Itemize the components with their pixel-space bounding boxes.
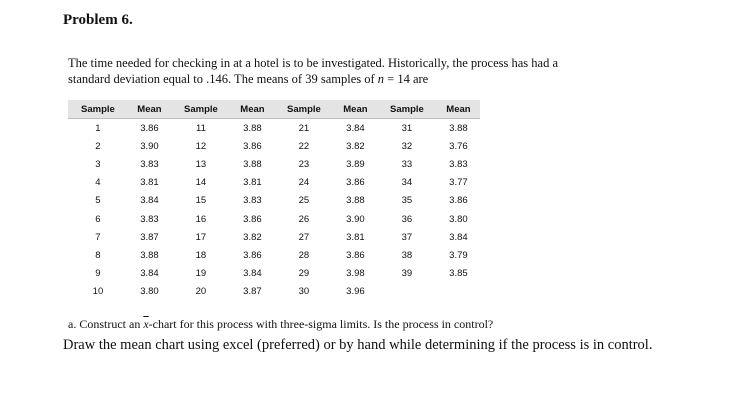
header-mean: Mean bbox=[437, 100, 480, 119]
x-bar-symbol: $\overline{x}$ bbox=[143, 317, 149, 331]
mean-cell: 3.86 bbox=[243, 213, 262, 225]
sample-cell: 2 bbox=[95, 140, 101, 152]
sample-cell: 36 bbox=[401, 213, 413, 225]
mean-cell: 3.88 bbox=[243, 122, 262, 134]
problem-intro bbox=[68, 55, 628, 87]
mean-cell: 3.86 bbox=[243, 140, 262, 152]
table-row bbox=[68, 265, 480, 283]
sample-cell bbox=[377, 283, 437, 301]
header-sample: Sample bbox=[377, 100, 437, 119]
sample-cell: 30 bbox=[298, 286, 310, 298]
mean-cell: 3.87 bbox=[140, 231, 159, 243]
mean-cell: 3.86 bbox=[346, 177, 365, 189]
table-row bbox=[68, 119, 480, 138]
mean-cell: 3.79 bbox=[449, 249, 468, 261]
mean-cell: 3.84 bbox=[243, 268, 262, 280]
problem-title: Problem 6. bbox=[63, 12, 133, 28]
header-sample: Sample bbox=[171, 100, 231, 119]
sample-cell: 33 bbox=[401, 158, 413, 170]
sample-cell: 17 bbox=[195, 231, 207, 243]
sample-cell: 19 bbox=[195, 268, 207, 280]
sample-cell: 27 bbox=[298, 231, 310, 243]
mean-cell: 3.84 bbox=[140, 268, 159, 280]
table-row bbox=[68, 174, 480, 192]
mean-cell: 3.88 bbox=[243, 158, 262, 170]
intro-line-2 bbox=[68, 71, 628, 87]
sample-cell: 31 bbox=[401, 122, 413, 134]
mean-cell: 3.82 bbox=[243, 231, 262, 243]
sample-cell: 23 bbox=[298, 158, 310, 170]
mean-cell: 3.90 bbox=[346, 213, 365, 225]
mean-cell: 3.88 bbox=[346, 195, 365, 207]
sample-cell: 34 bbox=[401, 177, 413, 189]
question-suffix: -chart for this process with three-sigma limits. Is the process in control? bbox=[148, 317, 494, 331]
table-row bbox=[68, 137, 480, 155]
sample-cell: 5 bbox=[95, 195, 101, 207]
mean-cell: 3.83 bbox=[140, 213, 159, 225]
sample-cell: 7 bbox=[95, 231, 101, 243]
intro-n-symbol: n bbox=[377, 72, 385, 86]
question-a bbox=[68, 317, 493, 332]
table-row bbox=[68, 210, 480, 228]
mean-cell: 3.88 bbox=[140, 249, 159, 261]
sample-cell: 22 bbox=[298, 140, 310, 152]
instruction-text: Draw the mean chart using excel (preferred) or by hand while determining if the process is in control. bbox=[63, 337, 653, 353]
mean-cell: 3.86 bbox=[449, 195, 468, 207]
sample-cell: 8 bbox=[95, 249, 101, 261]
sample-cell: 10 bbox=[92, 286, 104, 298]
mean-cell: 3.86 bbox=[346, 249, 365, 261]
sample-cell: 38 bbox=[401, 249, 413, 261]
sample-cell: 39 bbox=[401, 268, 413, 280]
mean-cell: 3.81 bbox=[243, 177, 262, 189]
sample-cell: 25 bbox=[298, 195, 310, 207]
mean-cell: 3.85 bbox=[449, 268, 468, 280]
sample-cell: 32 bbox=[401, 140, 413, 152]
intro-line-2-a: standard deviation equal to .146. The means of 39 samples of bbox=[68, 72, 378, 86]
sample-cell: 24 bbox=[298, 177, 310, 189]
sample-cell: 28 bbox=[298, 249, 310, 261]
sample-cell: 12 bbox=[195, 140, 207, 152]
question-prefix: a. Construct an bbox=[68, 317, 144, 331]
mean-cell: 3.96 bbox=[346, 286, 365, 298]
table-row bbox=[68, 155, 480, 173]
mean-cell: 3.86 bbox=[243, 249, 262, 261]
sample-cell: 20 bbox=[195, 286, 207, 298]
mean-cell: 3.89 bbox=[346, 158, 365, 170]
sample-cell: 4 bbox=[95, 177, 101, 189]
mean-cell bbox=[437, 283, 480, 301]
mean-cell: 3.86 bbox=[140, 122, 159, 134]
mean-cell: 3.84 bbox=[140, 195, 159, 207]
sample-cell: 26 bbox=[298, 213, 310, 225]
sample-cell: 6 bbox=[95, 213, 101, 225]
mean-cell: 3.82 bbox=[346, 140, 365, 152]
sample-cell: 35 bbox=[401, 195, 413, 207]
mean-cell: 3.83 bbox=[243, 195, 262, 207]
header-sample: Sample bbox=[68, 100, 128, 119]
mean-cell: 3.77 bbox=[449, 177, 468, 189]
sample-cell: 15 bbox=[195, 195, 207, 207]
intro-line-1: The time needed for checking in at a hotel is to be investigated. Historically, the process has had a bbox=[68, 56, 559, 70]
sample-cell: 11 bbox=[196, 122, 206, 134]
header-mean: Mean bbox=[128, 100, 171, 119]
sample-means-table bbox=[68, 100, 480, 301]
table-row bbox=[68, 228, 480, 246]
sample-cell: 37 bbox=[401, 231, 413, 243]
table-header-row bbox=[68, 100, 480, 119]
sample-cell: 18 bbox=[195, 249, 207, 261]
sample-cell: 3 bbox=[95, 158, 101, 170]
mean-cell: 3.84 bbox=[346, 122, 365, 134]
sample-cell: 29 bbox=[298, 268, 310, 280]
sample-cell: 1 bbox=[95, 122, 101, 134]
table-row bbox=[68, 246, 480, 264]
header-mean: Mean bbox=[231, 100, 274, 119]
mean-cell: 3.83 bbox=[140, 158, 159, 170]
mean-cell: 3.87 bbox=[243, 286, 262, 298]
header-mean: Mean bbox=[334, 100, 377, 119]
mean-cell: 3.81 bbox=[346, 231, 365, 243]
mean-cell: 3.98 bbox=[346, 268, 365, 280]
sample-cell: 9 bbox=[95, 268, 101, 280]
mean-cell: 3.88 bbox=[449, 122, 468, 134]
sample-cell: 14 bbox=[195, 177, 207, 189]
mean-cell: 3.81 bbox=[140, 177, 159, 189]
sample-cell: 16 bbox=[195, 213, 207, 225]
mean-cell: 3.76 bbox=[449, 140, 468, 152]
sample-cell: 13 bbox=[195, 158, 207, 170]
mean-cell: 3.83 bbox=[449, 158, 468, 170]
mean-cell: 3.90 bbox=[140, 140, 159, 152]
mean-cell: 3.80 bbox=[449, 213, 468, 225]
table-row bbox=[68, 283, 480, 301]
mean-cell: 3.84 bbox=[449, 231, 468, 243]
table-row bbox=[68, 192, 480, 210]
intro-line-2-b: = 14 are bbox=[384, 72, 429, 86]
sample-cell: 21 bbox=[298, 122, 310, 134]
header-sample: Sample bbox=[274, 100, 334, 119]
mean-cell: 3.80 bbox=[140, 286, 159, 298]
